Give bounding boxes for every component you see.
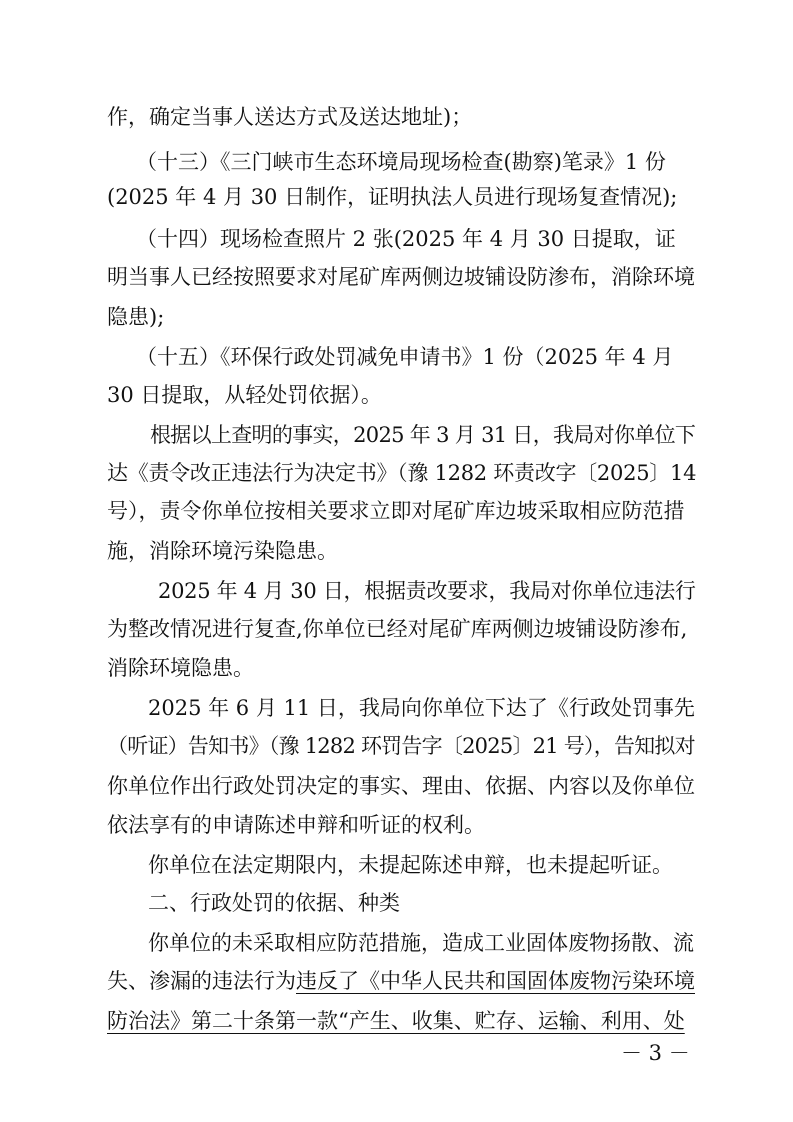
text-line-23-plain: 失、渗漏的违法行为	[107, 969, 296, 993]
text-line-10: 达《责令改正违法行为决定书》（豫 1282 环责改字〔2025〕14	[107, 461, 697, 485]
underlined-citation-part1: 违反了《中华人民共和国固体废物污染环境	[296, 969, 695, 993]
text-line-20: 你单位在法定期限内，未提起陈述申辩，也未提起听证。	[148, 853, 673, 877]
text-line-3: (2025 年 4 月 30 日制作，证明执法人员进行现场复查情况);	[107, 185, 678, 209]
text-line-17: （听证）告知书》（豫 1282 环罚告字〔2025〕21 号），告知拟对	[107, 734, 695, 758]
text-line-4: （十四）现场检查照片 2 张(2025 年 4 月 30 日提取，证	[136, 227, 676, 251]
text-line-9: 根据以上查明的事实，2025 年 3 月 31 日，我局对你单位下	[150, 423, 696, 447]
text-line-14: 为整改情况进行复查,你单位已经对尾矿库两侧边坡铺设防渗布,	[107, 617, 688, 641]
text-line-18: 你单位作出行政处罚决定的事实、理由、依据、内容以及你单位	[107, 774, 695, 798]
text-line-16: 2025 年 6 月 11 日，我局向你单位下达了《行政处罚事先	[148, 696, 695, 720]
text-line-15: 消除环境隐患。	[107, 656, 254, 680]
page-number: － 3 －	[621, 1041, 690, 1065]
text-line-22: 你单位的未采取相应防范措施，造成工业固体废物扬散、流	[148, 931, 694, 955]
underlined-citation-part2: 防治法》第二十条第一款“产生、收集、贮存、运输、利用、处	[107, 1009, 685, 1033]
section-heading: 二、行政处罚的依据、种类	[148, 891, 400, 915]
text-line-11: 号），责令你单位按相关要求立即对尾矿库边坡采取相应防范措	[107, 499, 685, 523]
text-line-19: 依法享有的申请陈述申辩和听证的权利。	[107, 813, 485, 837]
text-line-13: 2025 年 4 月 30 日，根据责改要求，我局对你单位违法行	[158, 579, 696, 603]
text-line-2: （十三）《三门峡市生态环境局现场检查(勘察)笔录》1 份	[136, 150, 666, 174]
text-line-6: 隐患);	[107, 305, 165, 329]
text-line-12: 施，消除环境污染隐患。	[107, 539, 338, 563]
text-line-1: 作，确定当事人送达方式及送达地址)；	[107, 105, 473, 129]
text-line-23	[107, 966, 695, 996]
text-line-7: （十五）《环保行政处罚减免申请书》1 份（2025 年 4 月	[136, 345, 674, 369]
text-line-8: 30 日提取，从轻处罚依据）。	[107, 383, 382, 407]
text-line-5: 明当事人已经按照要求对尾矿库两侧边坡铺设防渗布，消除环境	[107, 265, 695, 289]
